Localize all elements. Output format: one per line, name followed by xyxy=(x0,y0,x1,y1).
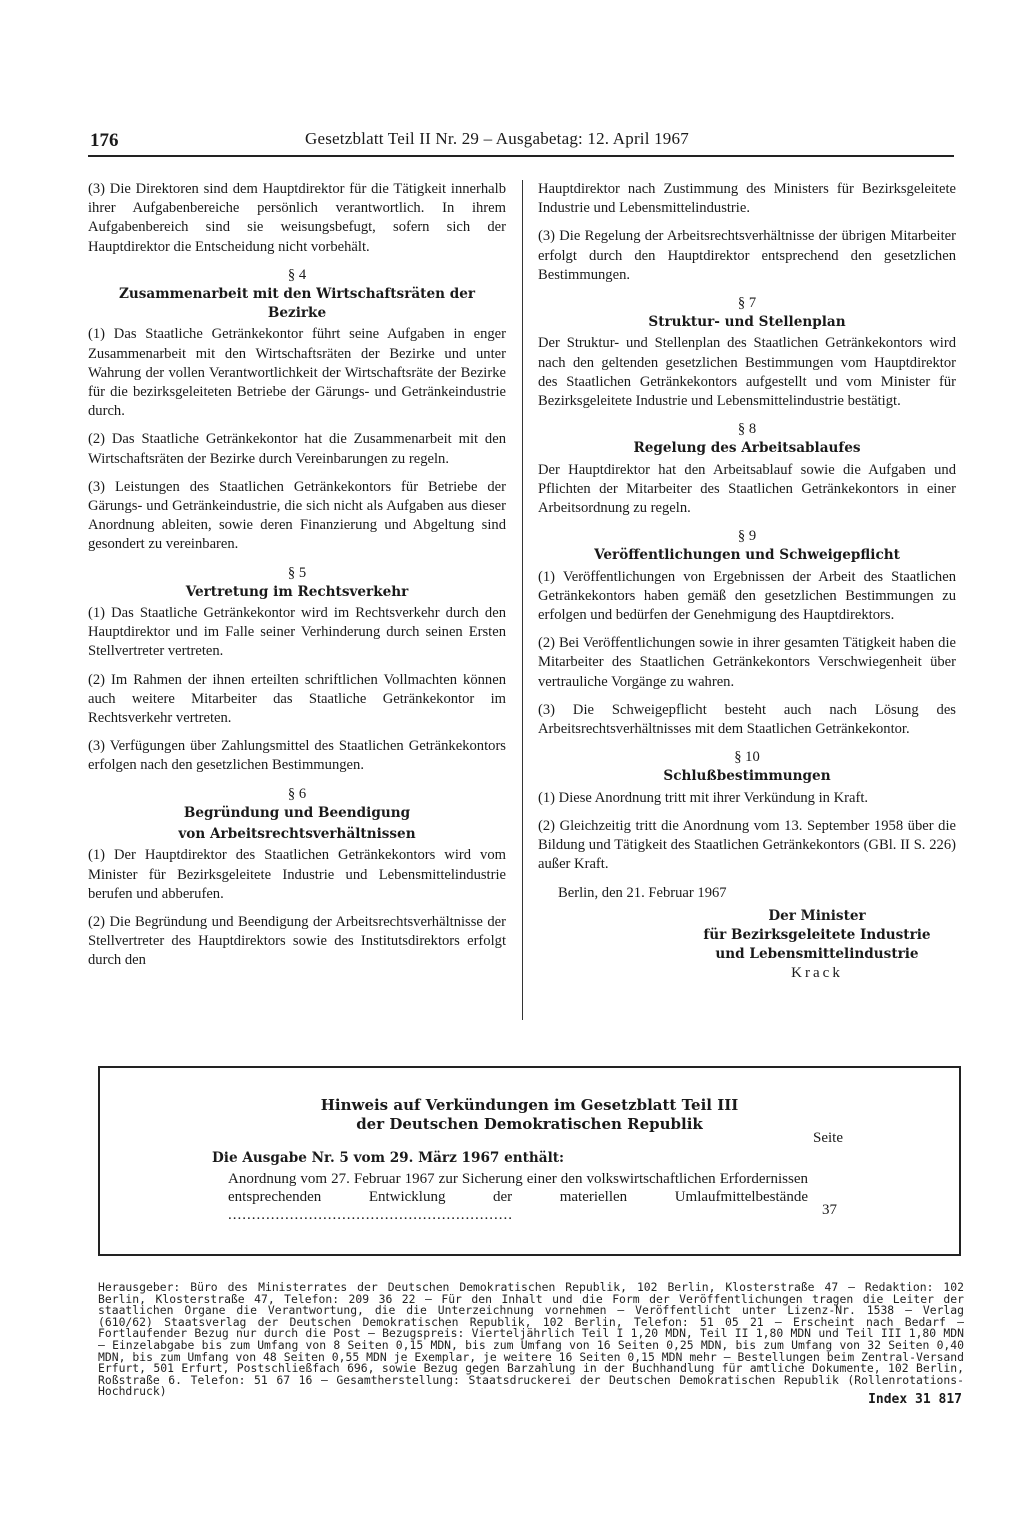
paragraph: (1) Der Hauptdirektor des Staatlichen Getränkekontors wird vom Minister für Bezirksgeleitete Industrie und Lebensmittelindustrie berufen und abberufen. xyxy=(88,847,506,902)
section-number: § 8 xyxy=(737,421,757,438)
index-number: Index 31 817 xyxy=(868,1392,962,1407)
section-title: Schlußbestimmungen xyxy=(663,768,831,785)
section-number: § 4 xyxy=(287,266,307,283)
signer-name: Krack xyxy=(791,965,843,982)
paragraph: (1) Das Staatliche Getränkekontor wird im Rechtsverkehr durch den Hauptdirektor und im Falle seiner Verhinderung durch seinen Ersten Stellvertreter vertreten. xyxy=(88,605,506,660)
notice-entry-page: 37 xyxy=(822,1202,837,1218)
notice-entry xyxy=(228,1170,808,1224)
paragraph: (1) Veröffentlichungen von Ergebnissen der Arbeit des Staatlichen Getränkekontors haben gemäß den gesetzlichen Bestimmungen zu erfolgen und bedürfen der Genehmigung des Hauptdirektors. xyxy=(538,568,956,624)
paragraph: (3) Die Schweigepflicht besteht auch nach Lösung des Arbeitsrechtsverhältnisses mit dem Staatlichen Getränkekontor. xyxy=(538,701,956,738)
signer-ministry: und Lebensmittelindustrie xyxy=(715,946,919,963)
section-number: § 7 xyxy=(737,295,757,312)
left-column xyxy=(88,180,506,980)
notice-title-line: der Deutschen Demokratischen Republik xyxy=(356,1115,703,1133)
page-number: 176 xyxy=(90,130,119,151)
section-title: Begründung und Beendigung xyxy=(183,804,411,821)
issue-line: Die Ausgabe Nr. 5 vom 29. März 1967 enthält: xyxy=(212,1150,565,1166)
signer-title: Der Minister xyxy=(768,907,866,924)
paragraph: (3) Verfügungen über Zahlungsmittel des Staatlichen Getränkekontors erfolgen nach den gesetzlichen Bestimmungen. xyxy=(88,738,506,774)
header-rule xyxy=(88,155,954,157)
imprint: Herausgeber: Büro des Ministerrates der Deutschen Demokratischen Republik, 102 Berlin, Klosterstraße 47 – Redaktion: 102 Berlin, Klosterstraße 47, Telefon: 209 36 22 – Für den Inhalt und die Form der Veröffentlichungen tragen die Leiter der staatlichen Organe die Verantwortung, die die Unterzeichnung vornehmen – Veröffentlicht unter Lizenz-Nr. 1538 – Verlag (610/62) Staatsverlag der Deutschen Demokratischen Republik, 102 Berlin, Telefon: 51 05 21 – Erscheint nach Bedarf – Fortlaufender Bezug nur durch die Post – Bezugspreis: Vierteljährlich Teil I 1,20 MDN, Teil II 1,80 MDN und Teil III 1,80 MDN – Einzelabgabe bis zum Umfang von 8 Seiten 0,15 MDN, bis zum Umfang von 16 Seiten 0,25 MDN, bis zum Umfang von 32 Seiten 0,40 MDN, bis zum Umfang von 48 Seiten 0,55 MDN je Exemplar, je weitere 16 Seiten 0,15 MDN mehr – Bestellungen beim Zentral-Versand Erfurt, 501 Erfurt, Postschließfach 696, sowie Bezug gegen Barzahlung in der Buchhandlung für amtliche Dokumente, 102 Berlin, Roßstraße 6. Telefon: 51 67 16 – Gesamtherstellung: Staatsdruckerei der Deutschen Demokratischen Republik (Rollenrotations-Hochdruck) xyxy=(98,1280,964,1399)
paragraph: (2) Gleichzeitig tritt die Anordnung vom 13. September 1958 über die Bildung und Tätigkeit des Staatlichen Getränkekontors (GBl. II S. 226) außer Kraft. xyxy=(538,817,956,873)
paragraph: (3) Die Direktoren sind dem Hauptdirektor für die Tätigkeit innerhalb ihrer Aufgabenbereiche persönlich verantwortlich. In ihrem Aufgabenbereich sind sie weisungsbefugt, sofern sich der Hauptdirektor die Entscheidung nicht vorbehält. xyxy=(88,181,506,255)
notice-box xyxy=(98,1066,961,1256)
section-number: § 9 xyxy=(737,528,757,545)
paragraph: Der Hauptdirektor hat den Arbeitsablauf sowie die Aufgaben und Pflichten der Mitarbeiter des Staatlichen Getränkekontors in einer Arbeitsordnung zu regeln. xyxy=(538,461,956,517)
paragraph: Der Struktur- und Stellenplan des Staatlichen Getränkekontors wird nach den geltenden gesetzlichen Bestimmungen vom Hauptdirektor des Staatlichen Getränkekontors aufgestellt und vom Minister für Bezirksgeleitete Industrie und Lebensmittelindustrie bestätigt. xyxy=(538,335,956,410)
right-column xyxy=(538,180,956,984)
section-number: § 6 xyxy=(287,785,307,802)
section-title: von Arbeitsrechtsverhältnissen xyxy=(178,826,416,843)
paragraph: (1) Das Staatliche Getränkekontor führt seine Aufgaben in enger Zusammenarbeit mit den Wirtschaftsräten der Bezirke und unter Wahrung der vollen Verantwortlichkeit der Wirtschaftsräte der Bezirke für die bezirksgeleiteten Betriebe der Gärungs- und Getränkeindustrie durch. xyxy=(88,326,506,420)
paragraph: (1) Diese Anordnung tritt mit ihrer Verkündung in Kraft. xyxy=(538,789,869,806)
signature-date: Berlin, den 21. Februar 1967 xyxy=(558,884,727,901)
seite-label: Seite xyxy=(813,1130,843,1146)
leader-dots: ............................................................ xyxy=(228,1207,513,1223)
paragraph: Hauptdirektor nach Zustimmung des Ministers für Bezirksgeleitete Industrie und Lebensmittelindustrie. xyxy=(538,181,956,217)
section-title: Veröffentlichungen und Schweigepflicht xyxy=(594,547,900,564)
paragraph: (2) Bei Veröffentlichungen sowie in ihrer gesamten Tätigkeit haben die Mitarbeiter des Staatlichen Getränkekontors Verschwiegenheit über vertrauliche Vorgänge zu wahren. xyxy=(538,635,956,690)
section-number: § 10 xyxy=(734,749,760,766)
section-title: Struktur- und Stellenplan xyxy=(648,314,846,331)
paragraph: (2) Die Begründung und Beendigung der Arbeitsrechtsverhältnisse der Stellvertreter des Hauptdirektors sowie des Institutsdirektors erfolgt durch den xyxy=(88,913,506,969)
paragraph: (3) Leistungen des Staatlichen Getränkekontors für Betriebe der Gärungs- und Getränkeindustrie, die sich nicht als Aufgaben aus dieser Anordnung ableiten, sowie deren Finanzierung und Abgeltung sind gesondert zu vereinbaren. xyxy=(88,478,506,553)
section-number: § 5 xyxy=(287,564,307,581)
column-divider xyxy=(522,180,523,1020)
notice-title xyxy=(100,1096,959,1134)
section-title: Zusammenarbeit mit den Wirtschaftsräten der Bezirke xyxy=(118,286,476,322)
paragraph: (2) Im Rahmen der ihnen erteilten schriftlichen Vollmachten können auch weitere Mitarbeiter das Staatliche Getränkekontor im Rechtsverkehr vertreten. xyxy=(88,671,506,727)
section-title: Regelung des Arbeitsablaufes xyxy=(633,440,861,457)
paragraph: (3) Die Regelung der Arbeitsrechtsverhältnisse der übrigen Mitarbeiter erfolgt durch den Hauptdirektor entsprechend den gesetzlichen Bestimmungen. xyxy=(538,228,956,283)
notice-entry-text: Anordnung vom 27. Februar 1967 zur Sicherung einer den volkswirtschaftlichen Erfordernissen entsprechenden Entwicklung der materiellen Umlaufmittelbestände xyxy=(228,1171,808,1205)
running-header: Gesetzblatt Teil II Nr. 29 – Ausgabetag: 12. April 1967 xyxy=(305,129,689,148)
signer-ministry: für Bezirksgeleitete Industrie xyxy=(703,926,931,943)
notice-title-line: Hinweis auf Verkündungen im Gesetzblatt Teil III xyxy=(320,1096,739,1114)
section-title: Vertretung im Rechtsverkehr xyxy=(185,583,409,600)
paragraph: (2) Das Staatliche Getränkekontor hat die Zusammenarbeit mit den Wirtschaftsräten der Bezirke durch Vereinbarungen zu regeln. xyxy=(88,431,506,467)
